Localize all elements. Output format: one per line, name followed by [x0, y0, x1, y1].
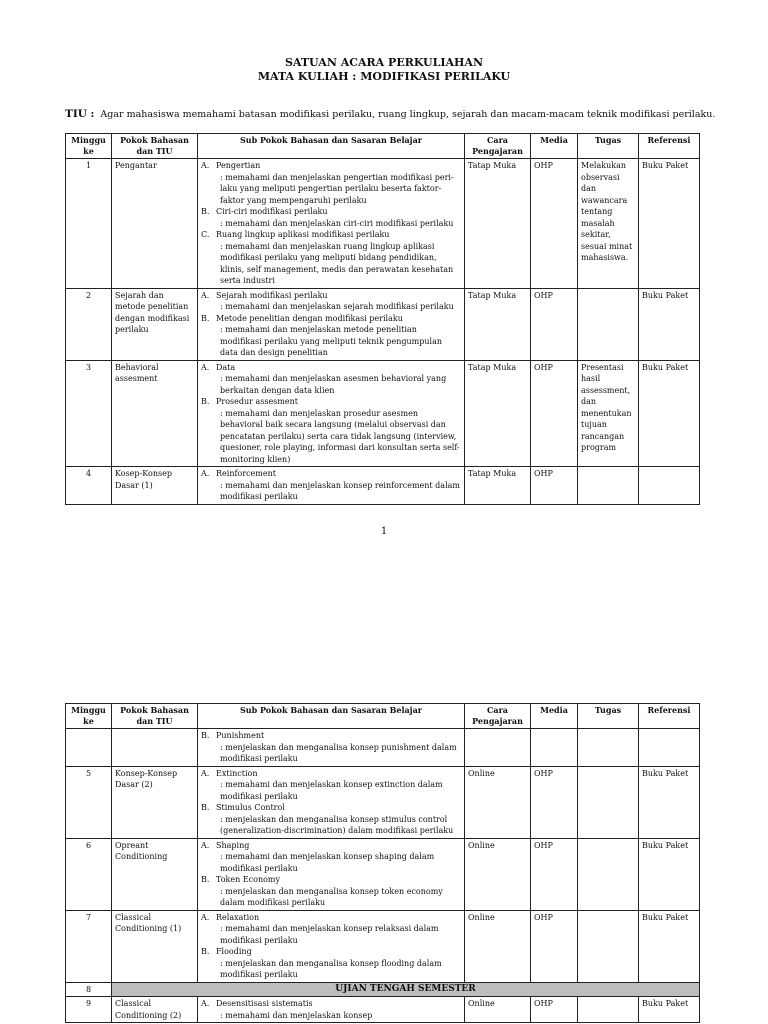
tugas-cell [578, 288, 639, 360]
sub-topic-item [201, 396, 461, 408]
sub-topic-item [201, 362, 461, 374]
item-letter: A. [201, 290, 210, 300]
header-tugas: Tugas [578, 134, 639, 159]
sub-topic-item [201, 768, 461, 780]
sub-topic-cell [198, 159, 465, 289]
sub-topic-item [201, 206, 461, 218]
referensi-cell: Buku Paket [639, 360, 700, 467]
header-cara: Cara Pengajaran [465, 134, 531, 159]
referensi-cell: Buku Paket [639, 766, 700, 838]
item-description [201, 958, 461, 981]
sub-topic-cell [198, 288, 465, 360]
item-description-text: : memahami dan menjelaskan konsep shaping dalam modifikasi perilaku [220, 852, 435, 873]
item-title: Metode penelitian dengan modifikasi perilaku [216, 313, 403, 323]
week-cell [66, 729, 112, 767]
week-cell: 5 [66, 766, 112, 838]
item-description [201, 408, 461, 466]
week-cell: 7 [66, 910, 112, 982]
item-title: Prosedur assesment [216, 397, 299, 406]
item-description [201, 779, 461, 802]
item-description-text: : memahami dan menjelaskan konsep relaksasi dalam modifikasi perilaku [220, 924, 439, 945]
item-description [201, 742, 461, 765]
sub-topic-item [201, 229, 461, 241]
media-cell: OHP [531, 766, 578, 838]
item-description [201, 324, 461, 359]
table-row [66, 838, 700, 910]
sub-topic-item [201, 802, 461, 814]
sub-topic-item [201, 313, 461, 325]
referensi-cell: Buku Paket [639, 288, 700, 360]
item-description [201, 241, 461, 287]
referensi-cell: Buku Paket [639, 910, 700, 982]
sap-table-page-2 [65, 703, 700, 1023]
sub-topic-item [201, 998, 461, 1010]
media-cell: OHP [531, 288, 578, 360]
header-minggu: Minggu ke [66, 704, 112, 729]
item-letter: A. [201, 768, 210, 778]
topic-cell: Classical Conditioning (2) [112, 997, 198, 1023]
item-letter: B. [201, 803, 210, 812]
item-letter: A. [201, 362, 210, 372]
sub-topic-item [201, 160, 461, 172]
item-title: Punishment [216, 731, 265, 740]
sub-topic-cell [198, 838, 465, 910]
item-description-text: : memahami dan menjelaskan konsep reinforcement dalam modifikasi perilaku [220, 480, 460, 501]
tugas-cell [578, 729, 639, 767]
item-description-text: : memahami dan menjelaskan sejarah modifikasi perilaku [220, 302, 454, 311]
item-description [201, 172, 461, 207]
sub-topic-cell [198, 910, 465, 982]
referensi-cell [639, 467, 700, 505]
media-cell: OHP [531, 997, 578, 1023]
week-cell: 4 [66, 467, 112, 505]
week-cell: 6 [66, 838, 112, 910]
item-letter: B. [201, 947, 210, 956]
header-media: Media [531, 704, 578, 729]
item-letter: B. [201, 875, 210, 884]
cara-cell: Tatap Muka [465, 159, 531, 289]
item-description-text: : memahami dan menjelaskan ruang lingkup aplikasi modifikasi perilaku yang meliputi bidang pendidikan, klinis, self management, medis dan perawatan kesehatan serta industri [220, 241, 454, 285]
item-description [201, 218, 461, 230]
header-sub-pokok: Sub Pokok Bahasan dan Sasaran Belajar [198, 704, 465, 729]
item-title: Token Economy [216, 875, 281, 884]
tugas-cell [578, 766, 639, 838]
topic-cell: Behavioral assesment [112, 360, 198, 467]
sub-topic-cell [198, 997, 465, 1023]
referensi-cell [639, 729, 700, 767]
cara-cell [465, 729, 531, 767]
topic-cell: Sejarah dan metode penelitian dengan modifikasi perilaku [112, 288, 198, 360]
table-row [66, 360, 700, 467]
sub-topic-item [201, 946, 461, 958]
cara-cell: Online [465, 910, 531, 982]
item-description [201, 851, 461, 874]
table-header-row [66, 704, 700, 729]
tugas-cell [578, 467, 639, 505]
item-description [201, 1010, 461, 1022]
item-letter: C. [201, 230, 210, 239]
week-cell: 9 [66, 997, 112, 1023]
item-description-text: : memahami dan menjelaskan prosedur asesmen behavioral baik secara langsung (melalui observasi dan pencatatan perilaku) serta cara tidak langsung (interview, quesioner, role playing, informasi dari konsultan serta self-monitoring klien) [220, 408, 460, 464]
item-letter: A. [201, 840, 210, 850]
item-description [201, 301, 461, 313]
item-title: Shaping [216, 840, 250, 850]
week-cell: 2 [66, 288, 112, 360]
item-description-text: : memahami dan menjelaskan ciri-ciri modifikasi perilaku [220, 218, 454, 228]
item-letter: A. [201, 469, 210, 478]
sub-topic-cell [198, 766, 465, 838]
item-letter: B. [201, 731, 210, 740]
sub-topic-cell [198, 467, 465, 505]
item-description-text: : memahami dan menjelaskan konsep [220, 1010, 373, 1020]
document-title: SATUAN ACARA PERKULIAHAN [284, 56, 484, 69]
item-description [201, 814, 461, 837]
media-cell: OHP [531, 467, 578, 505]
header-pokok-bahasan: Pokok Bahasan dan TIU [112, 134, 198, 159]
referensi-cell: Buku Paket [639, 997, 700, 1023]
header-sub-pokok: Sub Pokok Bahasan dan Sasaran Belajar [198, 134, 465, 159]
cara-cell: Tatap Muka [465, 360, 531, 467]
item-description-text: : memahami dan menjelaskan asesmen behavioral yang berkaitan dengan data klien [220, 374, 447, 395]
item-description-text: : memahami dan menjelaskan pengertian modifikasi peri-laku yang meliputi pengertian perilaku beserta faktor-faktor yang mempengaruhi perilaku [220, 172, 454, 205]
media-cell: OHP [531, 360, 578, 467]
week-cell: 1 [66, 159, 112, 289]
header-minggu: Minggu ke [66, 134, 112, 159]
media-cell: OHP [531, 838, 578, 910]
topic-cell: Konsep-Konsep Dasar (2) [112, 766, 198, 838]
item-title: Relaxation [216, 912, 260, 922]
table-row [66, 288, 700, 360]
item-description-text: : menjelaskan dan menganalisa konsep token economy dalam modifikasi perilaku [220, 886, 443, 907]
sub-topic-item [201, 730, 461, 742]
tugas-cell [578, 910, 639, 982]
table-header-row [66, 134, 700, 159]
sub-topic-cell [198, 729, 465, 767]
media-cell: OHP [531, 910, 578, 982]
uts-row [66, 982, 700, 997]
table-row [66, 766, 700, 838]
item-title: Ciri-ciri modifikasi perilaku [216, 207, 328, 216]
topic-cell: Pengantar [112, 159, 198, 289]
week-cell: 3 [66, 360, 112, 467]
header-referensi: Referensi [639, 134, 700, 159]
item-description-text: : memahami dan menjelaskan metode penelitian modifikasi perilaku yang meliputi teknik pengumpulan data dan design penelitian [220, 325, 443, 357]
item-letter: A. [201, 161, 210, 170]
item-description-text: : menjelaskan dan menganalisa konsep flooding dalam modifikasi perilaku [220, 958, 442, 979]
tiu-label: TIU : [65, 108, 95, 120]
item-description [201, 886, 461, 909]
table-row [66, 997, 700, 1023]
sub-topic-cell [198, 360, 465, 467]
item-title: Desensitisasi sistematis [216, 999, 313, 1008]
item-title: Data [216, 362, 236, 372]
topic-cell: Kosep-Konsep Dasar (1) [112, 467, 198, 505]
tugas-cell [578, 997, 639, 1023]
header-cara: Cara Pengajaran [465, 704, 531, 729]
sub-topic-item [201, 290, 461, 302]
uts-week-cell: 8 [66, 982, 112, 997]
header-tugas: Tugas [578, 704, 639, 729]
item-description-text: : memahami dan menjelaskan konsep extinction dalam modifikasi perilaku [220, 780, 443, 801]
tiu-text: Agar mahasiswa memahami batasan modifikasi perilaku, ruang lingkup, sejarah dan macam-macam teknik modifikasi perilaku. [100, 109, 716, 120]
item-letter: B. [201, 207, 210, 216]
document-subtitle: MATA KULIAH : MODIFIKASI PERILAKU [257, 70, 511, 83]
item-title: Ruang lingkup aplikasi modifikasi perilaku [216, 230, 390, 239]
item-title: Reinforcement [216, 469, 276, 478]
sub-topic-item [201, 468, 461, 480]
page-number: 1 [380, 526, 388, 537]
sub-topic-item [201, 840, 461, 852]
item-letter: A. [201, 912, 210, 922]
item-title: Pengertian [216, 161, 261, 170]
sub-topic-item [201, 874, 461, 886]
uts-band: UJIAN TENGAH SEMESTER [112, 982, 700, 997]
table-row [66, 159, 700, 289]
topic-cell: Opreant Conditioning [112, 838, 198, 910]
table-row [66, 467, 700, 505]
media-cell: OHP [531, 159, 578, 289]
item-letter: A. [201, 999, 210, 1008]
item-title: Flooding [216, 947, 252, 956]
item-title: Extinction [216, 768, 258, 778]
table-row [66, 910, 700, 982]
cara-cell: Tatap Muka [465, 288, 531, 360]
table-row [66, 729, 700, 767]
referensi-cell: Buku Paket [639, 159, 700, 289]
cara-cell: Online [465, 997, 531, 1023]
item-description [201, 480, 461, 503]
item-description-text: : menjelaskan dan menganalisa konsep stimulus control (generalization-discrimination) dalam modifikasi perilaku [220, 814, 454, 835]
sap-table-page-1 [65, 133, 700, 505]
item-letter: B. [201, 397, 210, 406]
header-pokok-bahasan: Pokok Bahasan dan TIU [112, 704, 198, 729]
media-cell [531, 729, 578, 767]
referensi-cell: Buku Paket [639, 838, 700, 910]
tugas-cell: Melakukan observasi dan wawancara tentang masalah sekitar, sesuai minat mahasiswa. [578, 159, 639, 289]
item-title: Sejarah modifikasi perilaku [216, 290, 328, 300]
sub-topic-item [201, 912, 461, 924]
item-description [201, 923, 461, 946]
header-referensi: Referensi [639, 704, 700, 729]
cara-cell: Online [465, 766, 531, 838]
tugas-cell: Presentasi hasil assessment, dan menentukan tujuan rancangan program [578, 360, 639, 467]
item-description [201, 373, 461, 396]
topic-cell [112, 729, 198, 767]
cara-cell: Tatap Muka [465, 467, 531, 505]
tugas-cell [578, 838, 639, 910]
item-description-text: : menjelaskan dan menganalisa konsep punishment dalam modifikasi perilaku [220, 742, 457, 763]
tiu-line [65, 108, 715, 120]
item-letter: B. [201, 313, 210, 323]
topic-cell: Classical Conditioning (1) [112, 910, 198, 982]
cara-cell: Online [465, 838, 531, 910]
header-media: Media [531, 134, 578, 159]
item-title: Stimulus Control [216, 803, 285, 812]
